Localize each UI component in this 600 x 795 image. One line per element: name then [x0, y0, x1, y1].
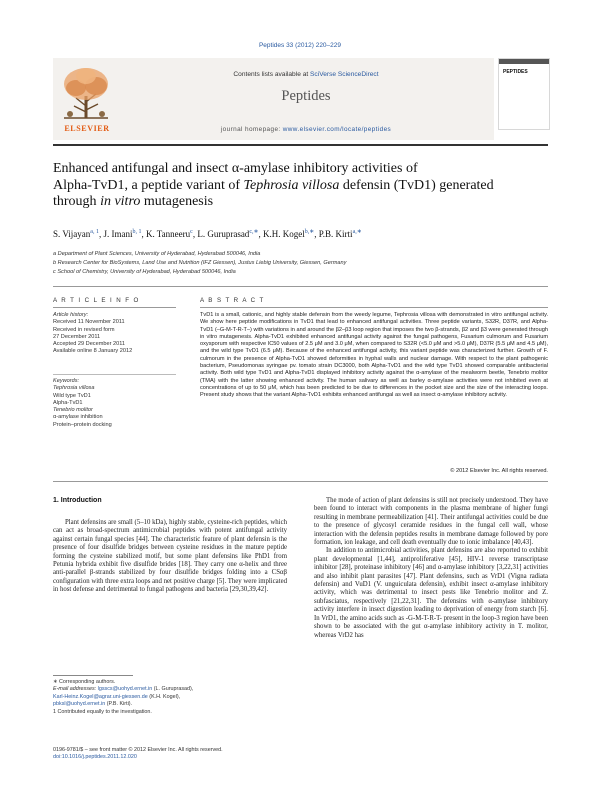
affiliation-c: c School of Chemistry, University of Hyderabad, Hyderabad 500046, India [53, 269, 236, 275]
history-item: Accepted 29 December 2011 [53, 341, 126, 348]
history-item: Received 11 November 2011 [53, 319, 125, 326]
divider [53, 307, 176, 308]
body-paragraph: The mode of action of plant defensins is still not precisely understood. They have been found to interact with components in the plasma membrane of higher fungi resulting in membrane permeabilization [41]. Their antifungal activities could be due to the presence of glycosyl ceramide residues in the fungal cell wall, whose interaction with the defensin peptides results in membrane damage followed by pore formation, ion leakage, and cell death eventually due to ionic imbalance [40,43]. [314, 497, 548, 547]
elsevier-tree-logo-icon [56, 60, 116, 134]
email-line: Karl-Heinz.Kogel@agrar.uni-giessen.de (K.H. Kogel), [53, 693, 181, 700]
keywords-list [53, 378, 178, 429]
journal-homepage-line [125, 126, 487, 133]
issn-doi-block [53, 747, 287, 761]
abstract-heading: A B S T R A C T [200, 297, 265, 304]
contents-available-line [125, 71, 487, 78]
keyword: Tenebrio molitor [53, 407, 93, 414]
email-link[interactable]: pbksl@uohyd.ernet.in [53, 701, 106, 708]
abstract-text: TvD1 is a small, cationic, and highly stable defensin from the weedy legume, Tephrosia villosa with demonstrated in vitro antifungal activity. We show here peptide modifications in TvD1 that lead to enhanced antifungal activities. Three peptide variants, S32R, D37R, and Alpha-TvD1 (–G-M-T-R-T–) with variations in and around the β2–β3 loop region that imposes the two β-strands, β2 and β3 were generated through in vitro mutagenesis. Alpha-TvD1 exhibited enhanced antifungal activity against the fungal pathogens, Fusarium culmorum and Fusarium oxysporum with respective IC50 values of 2.5 μM and 3.0 μM, when compared to S32R (<5.0 μM and >5.0 μM), D37R (5.5 μM and 4.5 μM), and the wild type TvD1 (6.5 μM). Because of the enhanced antifungal activity, this variant peptide was characterized further. Growth of F. culmorum in the presence of Alpha-TvD1 showed deformities in hyphal walls and nuclear damage. With respect to the plant pathogenic bacterium, Pseudomonas syringae pv. tomato strain DC3000, both Alpha-TvD1 and the wild type TvD1 showed comparable antibacterial activity. Both wild type TvD1 and Alpha-TvD1 displayed inhibitory activity against the α-amylase of the mealworm beetle, Tenebrio molitor (TMA) with the latter showing enhanced activity. The human salivary as well as barley α-amylase activities were not inhibited even at concentrations of up to 50 μM, which has been predicted to be due to differences in the pocket size and the size of the interacting loops. Present study shows that the variant Alpha-TvD1 exhibits enhanced antifungal as well as insect α-amylase inhibitory activity. [200, 312, 548, 399]
history-label: Article history: [53, 312, 89, 318]
contents-prefix: Contents lists available at [233, 71, 311, 78]
homepage-prefix: journal homepage: [220, 126, 283, 133]
journal-reference[interactable]: Peptides 33 (2012) 220–229 [258, 42, 342, 49]
sciencedirect-link[interactable]: SciVerse ScienceDirect [310, 71, 379, 78]
body-paragraph: Plant defensins are small (5–10 kDa), highly stable, cysteine-rich peptides, which can act as broad-spectrum antimicrobial peptides with potent antifungal activity against certain fungal species [44]. The characteristic feature of plant defensin is the presence of four disulfide bridges between cysteine residues in the mature peptide forming the cysteine stabilized motif, but some plant defensins like PhD1 from Petunia hybrida exhibit five disulfide brides [18]. They carry one α-helix and three anti-parallel β-strands stabilized by four disulfide bridges folding into a CSαβ configuration with three extra loops and net positive charge [5]. They were implicated in host defense and detrimental to fungal pathogens and bacteria [29,30,39,42]. [53, 519, 287, 594]
email-line: E-mail addresses: lgsscs@uohyd.ernet.in (L. Guruprasad), [53, 686, 194, 693]
author: S. Vijayan [53, 229, 91, 239]
divider [53, 286, 548, 287]
keyword: Protein–protein docking [53, 421, 112, 428]
body-column-right [314, 497, 548, 640]
article-history [53, 312, 178, 356]
keyword: Alpha-TvD1 [53, 399, 83, 406]
author: J. Imani [103, 229, 133, 239]
abstract-copyright: © 2012 Elsevier Inc. All rights reserved. [450, 468, 548, 474]
keyword: α-amylase inhibition [53, 414, 103, 421]
history-item: Received in revised form [53, 326, 115, 333]
author-list: S. Vijayan$^{a, 1}$, J. Imani$^{b, 1}$, K. Tanneeru$^c$, L. Guruprasad$^{c,∗}$, K.H. Kogel$^{b,∗}$, P.B. Kirti$^{a,∗}$ [53, 229, 362, 239]
email-link[interactable]: Karl-Heinz.Kogel@agrar.uni-giessen.de [53, 693, 148, 700]
header-rule [53, 144, 548, 146]
affiliation-a: a Department of Plant Sciences, University of Hyderabad, Hyderabad 500046, India [53, 251, 261, 257]
body-paragraph: In addition to antimicrobial activities, plant defensins are also reported to exhibit plant developmental [1,44], antiproliferative [45], HIV-1 reverse transcriptase inhibitor [28], proteinase inhibitory [46] and α-amylase inhibitory [3,22,31] activities and also inhibit plant parasites [47]. Plant defensins, such as VrD1 (Vigna radiata defensin) and VuD1 (V. unguiculata defensin), exhibit insect α-amylase inhibitory activity, which was detrimental to insect pests like Tenebrio molitor and Z. subfasciatus, respectively [21,22,31]. The defensins with α-amylase inhibitory activity interfere in insect digestion leading to deprivation of energy from starch [6]. In VrD1, the amino acids such as -G-M-T-R-T- present in the loop-3 region have been shown to be associated with the gut α-amylase inhibitory activity in T. molitor, whereas VrD2 has [314, 547, 548, 639]
corresponding-note: ∗ Corresponding authors. [53, 679, 116, 685]
author: L. Guruprasad [197, 229, 250, 239]
history-item: 27 December 2011 [53, 333, 101, 340]
article-info-heading: A R T I C L E I N F O [53, 297, 140, 304]
affiliation-b: b Research Center for BioSystems, Land Use and Nutrition (IFZ Giessen), Justus Liebig University, Giessen, Germany [53, 260, 347, 266]
email-link[interactable]: lgsscs@uohyd.ernet.in [97, 686, 153, 693]
body-column-left [53, 519, 287, 595]
divider [53, 481, 548, 482]
title-line-2: Alpha-TvD1, a peptide variant of Tephrosia villosa defensin (TvD1) generated [53, 177, 494, 193]
keyword: Tephrosia villosa [53, 385, 95, 392]
divider [200, 307, 548, 308]
email-line: pbksl@uohyd.ernet.in (P.B. Kirti). [53, 701, 133, 708]
journal-title: Peptides [281, 88, 331, 104]
cover-title: PEPTIDES [503, 69, 528, 75]
keywords-label: Keywords: [53, 378, 80, 384]
journal-cover-thumbnail [498, 58, 550, 130]
divider [53, 374, 176, 375]
doi-link[interactable]: doi:10.1016/j.peptides.2011.12.020 [53, 754, 137, 761]
keyword: Wild type TvD1 [53, 392, 91, 399]
author: P.B. Kirti [318, 229, 353, 239]
footnotes [53, 679, 287, 716]
title-line-3: through in vitro mutagenesis [53, 194, 214, 209]
issn-line: 0196-9781/$ – see front matter © 2012 Elsevier Inc. All rights reserved. [53, 747, 223, 753]
author: K. Tanneeru [145, 229, 191, 239]
introduction-heading: 1. Introduction [53, 497, 102, 504]
homepage-link[interactable]: www.elsevier.com/locate/peptides [282, 126, 392, 133]
footnote-rule [53, 675, 133, 676]
author: K.H. Kogel [263, 229, 305, 239]
cover-band [499, 59, 549, 64]
equal-contribution-note: 1 Contributed equally to the investigation. [53, 708, 152, 715]
article-title [53, 161, 548, 211]
history-item: Available online 8 January 2012 [53, 348, 133, 355]
publisher-name: ELSEVIER [64, 124, 110, 133]
title-line-1: Enhanced antifungal and insect α-amylase inhibitory activities of [53, 161, 418, 176]
